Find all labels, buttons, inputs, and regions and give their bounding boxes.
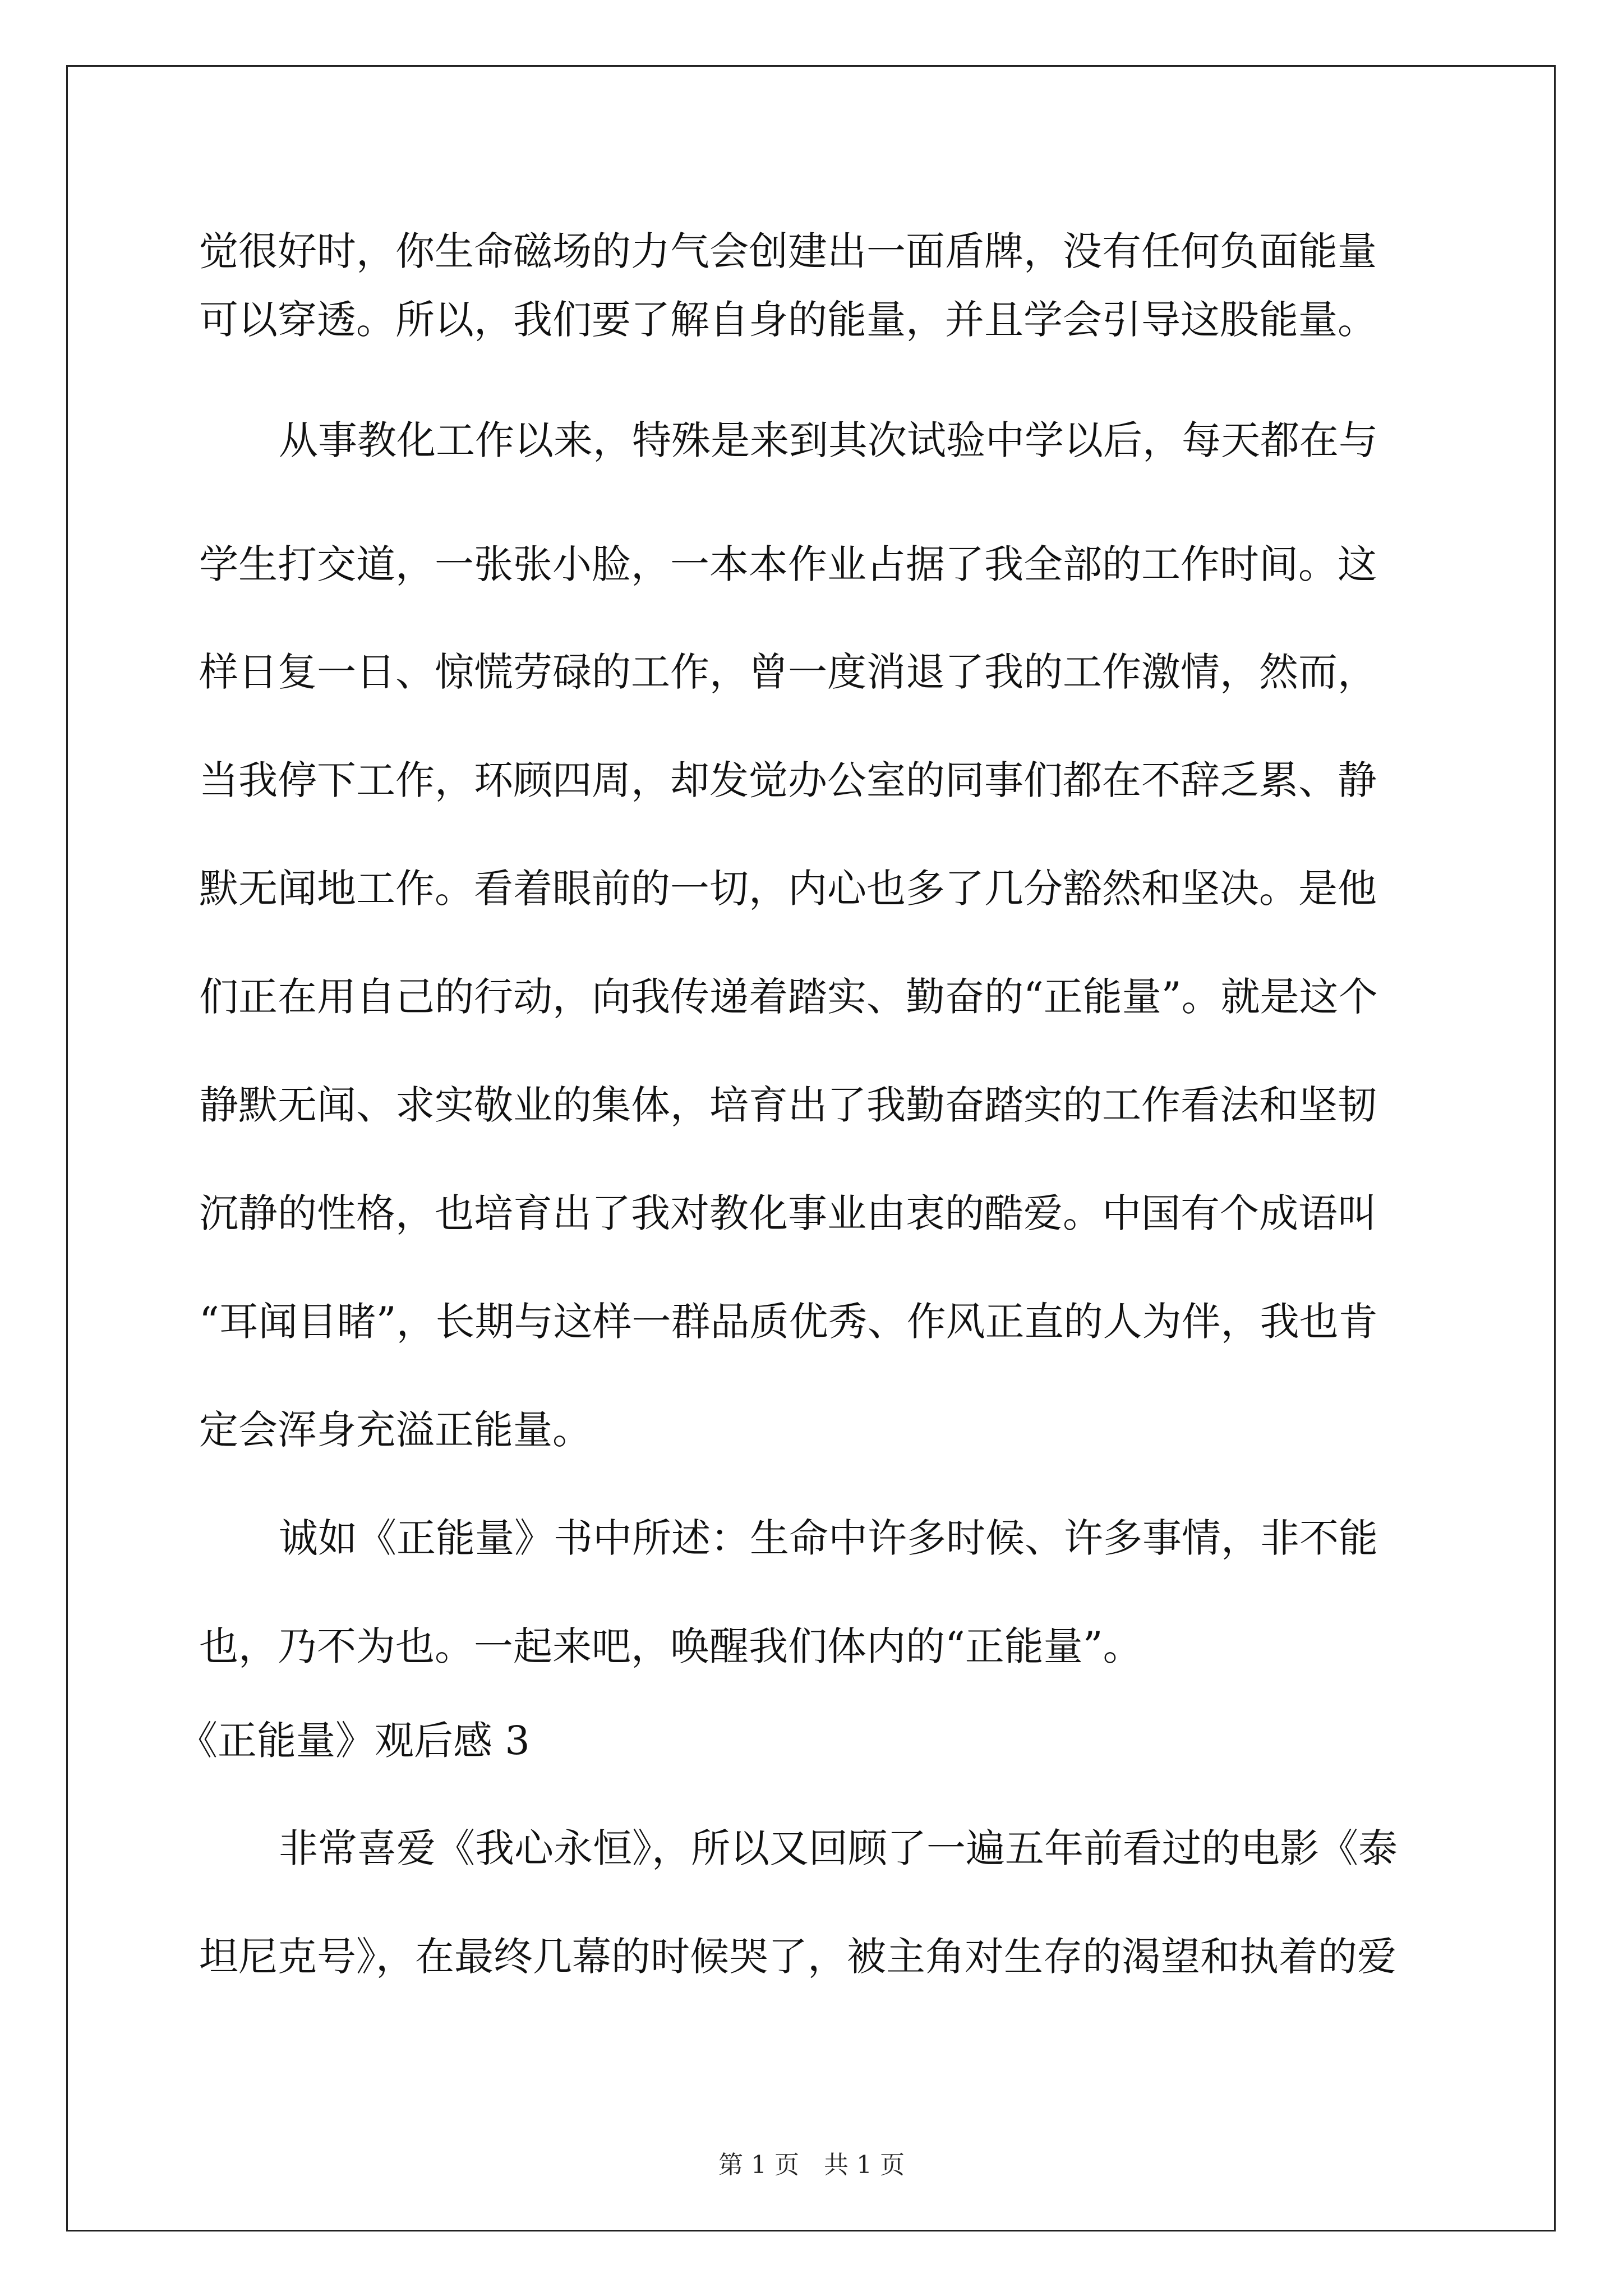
body-line-4: 学生打交道，一张张小脸，一本本作业占据了我全部的工作时间。这 [199, 541, 1377, 587]
section-heading: 《正能量》观后感 3 [178, 1718, 530, 1764]
body-line-3: 从事教化工作以来，特殊是来到其次试验中学以后，每天都在与 [279, 417, 1378, 463]
body-line-11: “耳闻目睹”，长期与这样一群品质优秀、作风正直的人为伴，我也肯 [199, 1299, 1378, 1345]
page-border [66, 65, 1556, 2231]
body-line-7: 默无闻地工作。看着眼前的一切，内心也多了几分豁然和坚决。是他 [199, 866, 1377, 912]
body-line-8: 们正在用自己的行动，向我传递着踏实、勤奋的“正能量”。就是这个 [199, 974, 1378, 1020]
body-line-1: 觉很好时，你生命磁场的力气会创建出一面盾牌，没有任何负面能量 [199, 228, 1377, 274]
body-line-16: 非常喜爱《我心永恒》，所以又回顾了一遍五年前看过的电影《泰 [279, 1825, 1398, 1871]
body-line-14: 也，乃不为也。一起来吧，唤醒我们体内的“正能量”。 [199, 1623, 1142, 1669]
body-line-5: 样日复一日、惊慌劳碌的工作，曾一度消退了我的工作激情，然而， [199, 649, 1377, 695]
body-line-17: 坦尼克号》，在最终几幕的时候哭了，被主角对生存的渴望和执着的爱 [199, 1934, 1396, 1980]
body-line-10: 沉静的性格，也培育出了我对教化事业由衷的酷爱。中国有个成语叫 [199, 1190, 1377, 1236]
body-line-6: 当我停下工作，环顾四周，却发觉办公室的同事们都在不辞乏累、静 [199, 757, 1377, 803]
body-line-12: 定会浑身充溢正能量。 [199, 1407, 592, 1453]
body-line-13: 诚如《正能量》书中所述：生命中许多时候、许多事情，非不能 [279, 1515, 1378, 1561]
body-line-2: 可以穿透。所以，我们要了解自身的能量，并且学会引导这股能量。 [199, 297, 1377, 343]
page-footer: 第 1 页 共 1 页 [718, 2151, 905, 2179]
body-line-9: 静默无闻、求实敬业的集体，培育出了我勤奋踏实的工作看法和坚韧 [199, 1082, 1377, 1128]
